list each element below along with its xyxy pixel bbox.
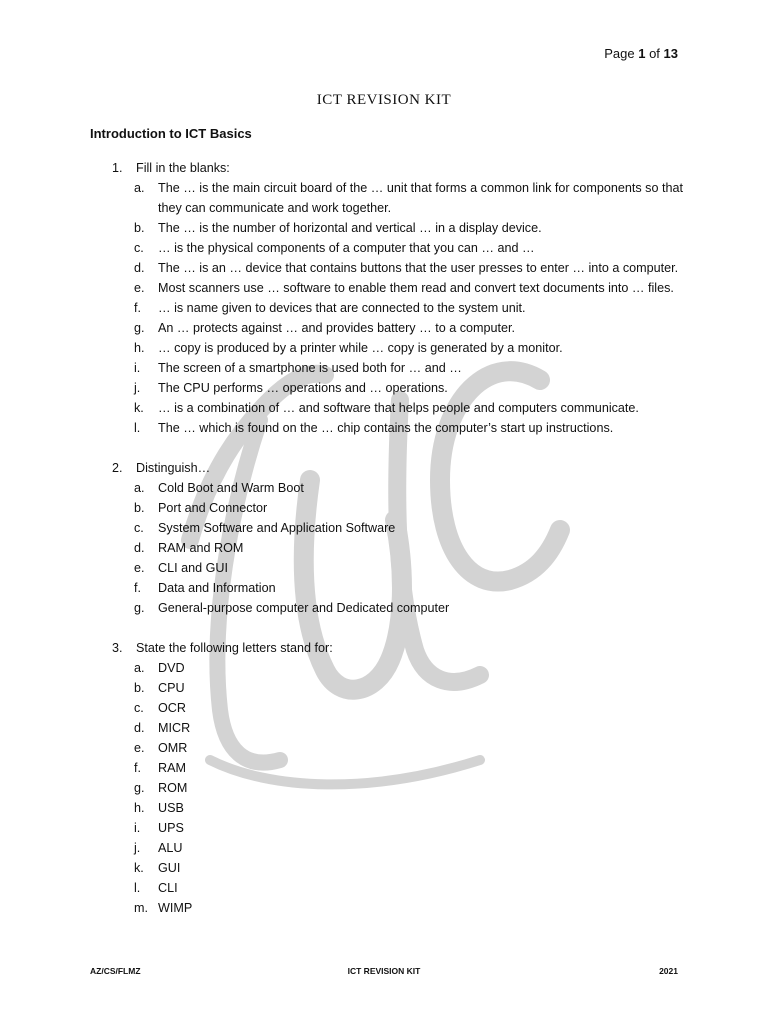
question-text: Fill in the blanks: <box>136 161 230 175</box>
page-current: 1 <box>638 46 646 61</box>
list-item <box>90 478 690 498</box>
question-number: 2. <box>112 461 123 475</box>
list-item <box>90 678 690 698</box>
question-number: 1. <box>112 161 123 175</box>
page-label: Page <box>604 46 635 61</box>
list-item <box>90 778 690 798</box>
spacer <box>90 438 690 458</box>
list-item <box>90 738 690 758</box>
question-list <box>90 158 690 918</box>
list-item <box>90 598 690 618</box>
list-item <box>90 358 690 378</box>
item-text: ROM <box>158 781 188 795</box>
list-item <box>90 858 690 878</box>
list-item <box>90 278 690 298</box>
page-total: 13 <box>663 46 678 61</box>
item-text: The … is the number of horizontal and vertical … in a display device. <box>158 221 542 235</box>
item-text: … copy is produced by a printer while … copy is generated by a monitor. <box>158 341 563 355</box>
item-letter: f. <box>134 301 141 315</box>
question-3 <box>90 638 690 918</box>
item-letter: m. <box>134 901 148 915</box>
footer-year: 2021 <box>659 966 678 976</box>
list-item <box>90 758 690 778</box>
section-heading: Introduction to ICT Basics <box>90 126 252 141</box>
item-text: RAM <box>158 761 186 775</box>
question-2 <box>90 458 690 618</box>
question-items <box>90 478 690 618</box>
question-text: Distinguish… <box>136 461 211 475</box>
item-letter: l. <box>134 421 141 435</box>
footer-title: ICT REVISION KIT <box>347 966 421 976</box>
item-text: … is the physical components of a computer that you can … and … <box>158 241 535 255</box>
list-item <box>90 218 690 238</box>
item-text: WIMP <box>158 901 193 915</box>
item-text: CLI <box>158 881 178 895</box>
item-text: OMR <box>158 741 188 755</box>
item-letter: k. <box>134 401 144 415</box>
item-letter: a. <box>134 481 145 495</box>
item-letter: d. <box>134 541 145 555</box>
list-item <box>90 718 690 738</box>
item-text: … is a combination of … and software that helps people and computers communicate. <box>158 401 639 415</box>
item-letter: b. <box>134 221 145 235</box>
question-text: State the following letters stand for: <box>136 641 333 655</box>
list-item <box>90 698 690 718</box>
item-text: Cold Boot and Warm Boot <box>158 481 304 495</box>
item-text: GUI <box>158 861 181 875</box>
item-text: Most scanners use … software to enable them read and convert text documents into … files. <box>158 281 674 295</box>
item-text: USB <box>158 801 184 815</box>
item-text: The screen of a smartphone is used both for … and … <box>158 361 462 375</box>
list-item <box>90 378 690 398</box>
list-item <box>90 518 690 538</box>
list-item <box>90 238 690 258</box>
footer-code: AZ/CS/FLMZ <box>90 966 141 976</box>
question-heading <box>90 158 690 178</box>
item-letter: b. <box>134 681 145 695</box>
list-item <box>90 398 690 418</box>
item-letter: c. <box>134 241 144 255</box>
list-item <box>90 878 690 898</box>
item-text: CLI and GUI <box>158 561 228 575</box>
page-number <box>604 46 678 61</box>
list-item <box>90 298 690 318</box>
list-item <box>90 838 690 858</box>
question-items <box>90 658 690 918</box>
item-letter: g. <box>134 601 145 615</box>
item-letter: h. <box>134 341 145 355</box>
item-letter: g. <box>134 321 145 335</box>
item-text: Data and Information <box>158 581 276 595</box>
item-letter: f. <box>134 581 141 595</box>
item-letter: d. <box>134 721 145 735</box>
item-text: RAM and ROM <box>158 541 244 555</box>
item-letter: k. <box>134 861 144 875</box>
list-item <box>90 658 690 678</box>
list-item <box>90 578 690 598</box>
item-text: UPS <box>158 821 184 835</box>
list-item <box>90 178 690 218</box>
item-text: General-purpose computer and Dedicated computer <box>158 601 450 615</box>
question-1 <box>90 158 690 438</box>
item-text: MICR <box>158 721 191 735</box>
item-letter: c. <box>134 701 144 715</box>
question-heading <box>90 638 690 658</box>
item-letter: b. <box>134 501 145 515</box>
list-item <box>90 338 690 358</box>
item-letter: e. <box>134 281 145 295</box>
item-text: The … is an … device that contains buttons that the user presses to enter … into a computer. <box>158 261 679 275</box>
list-item <box>90 418 690 438</box>
list-item <box>90 898 690 918</box>
item-letter: d. <box>134 261 145 275</box>
page-of: of <box>649 46 660 61</box>
question-heading <box>90 458 690 478</box>
item-letter: c. <box>134 521 144 535</box>
item-text: An … protects against … and provides battery … to a computer. <box>158 321 516 335</box>
item-letter: i. <box>134 821 141 835</box>
item-text: OCR <box>158 701 186 715</box>
item-text: CPU <box>158 681 185 695</box>
list-item <box>90 258 690 278</box>
item-text: ALU <box>158 841 183 855</box>
item-letter: l. <box>134 881 141 895</box>
item-letter: e. <box>134 561 145 575</box>
list-item <box>90 818 690 838</box>
item-letter: a. <box>134 181 145 195</box>
item-letter: j. <box>134 841 141 855</box>
list-item <box>90 798 690 818</box>
item-letter: f. <box>134 761 141 775</box>
item-text: … is name given to devices that are connected to the system unit. <box>158 301 526 315</box>
item-letter: a. <box>134 661 145 675</box>
item-text: The CPU performs … operations and … operations. <box>158 381 448 395</box>
document-title: ICT REVISION KIT <box>316 92 452 108</box>
item-text: Port and Connector <box>158 501 268 515</box>
list-item <box>90 498 690 518</box>
item-letter: g. <box>134 781 145 795</box>
item-text: The … is the main circuit board of the … unit that forms a common link for components so that they can communicate and work together. <box>158 181 683 215</box>
item-letter: h. <box>134 801 145 815</box>
item-text: System Software and Application Software <box>158 521 396 535</box>
item-text: The … which is found on the … chip contains the computer’s start up instructions. <box>158 421 614 435</box>
item-letter: i. <box>134 361 141 375</box>
item-letter: j. <box>134 381 141 395</box>
list-item <box>90 558 690 578</box>
item-text: DVD <box>158 661 185 675</box>
item-letter: e. <box>134 741 145 755</box>
list-item <box>90 318 690 338</box>
spacer <box>90 618 690 638</box>
question-items <box>90 178 690 438</box>
question-number: 3. <box>112 641 123 655</box>
list-item <box>90 538 690 558</box>
